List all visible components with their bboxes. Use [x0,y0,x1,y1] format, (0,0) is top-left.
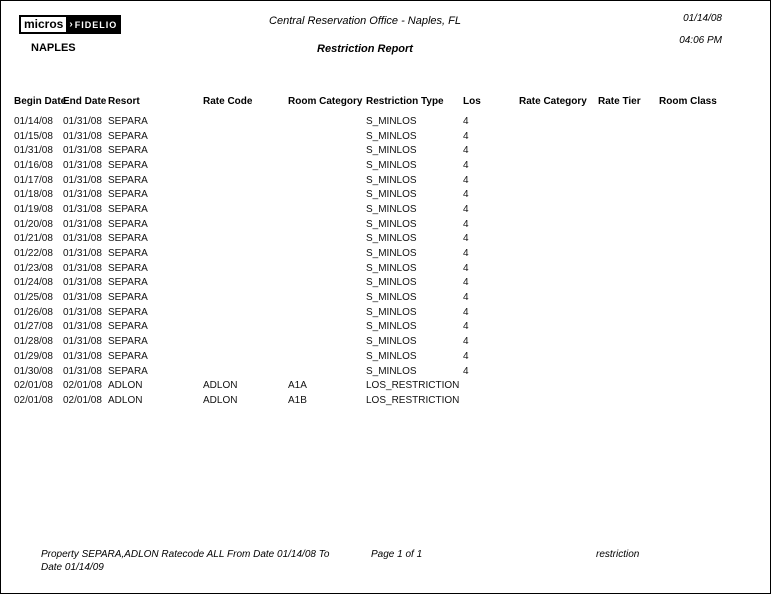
table-cell: 4 [463,262,469,274]
table-cell: 01/31/08 [63,336,102,348]
table-cell: 4 [463,306,469,318]
table-cell: SEPARA [108,262,148,274]
table-cell: 01/31/08 [63,306,102,318]
table-cell: S_MINLOS [366,130,417,142]
table-row [14,364,759,379]
table-cell [519,305,598,320]
table-cell: 01/31/08 [63,189,102,201]
table-cell: SEPARA [108,365,148,377]
table-cell: ADLON [203,380,238,392]
table-cell [519,217,598,232]
table-cell: SEPARA [108,159,148,171]
table-cell [659,129,759,144]
table-row [14,290,759,305]
report-file-name: restriction [596,549,640,560]
table-cell [598,349,659,364]
table-cell [288,114,366,129]
office-title: Central Reservation Office - Naples, FL [269,15,461,27]
table-cell [288,320,366,335]
table-cell [203,217,288,232]
table-cell [659,261,759,276]
table-cell [288,217,366,232]
table-cell [598,187,659,202]
table-cell [288,173,366,188]
table-cell: 01/20/08 [14,218,53,230]
table-row [14,232,759,247]
table-cell: SEPARA [108,350,148,362]
table-cell: SEPARA [108,203,148,215]
table-cell: 4 [463,336,469,348]
table-cell: 4 [463,350,469,362]
table-cell [598,290,659,305]
table-cell: 4 [463,218,469,230]
table-cell: A1B [288,394,307,406]
table-cell [598,364,659,379]
column-header: Rate Code [203,96,253,107]
table-row [14,143,759,158]
table-cell [203,334,288,349]
table-row [14,393,759,408]
column-header: Room Class [659,96,717,107]
table-cell [288,246,366,261]
table-cell [288,349,366,364]
table-cell: SEPARA [108,321,148,333]
table-cell [203,158,288,173]
logo-micros-text: micros [19,15,68,34]
table-cell [519,158,598,173]
table-cell: ADLON [203,394,238,406]
restriction-table [14,96,759,408]
table-cell: 01/19/08 [14,203,53,215]
table-cell [659,364,759,379]
table-cell: 01/31/08 [63,292,102,304]
table-cell [288,187,366,202]
table-cell [203,187,288,202]
table-cell [598,393,659,408]
table-row [14,276,759,291]
table-row [14,334,759,349]
column-header: End Date [63,96,107,107]
table-cell: SEPARA [108,336,148,348]
table-cell [519,246,598,261]
table-cell [659,393,759,408]
table-cell [598,129,659,144]
table-cell: 4 [463,159,469,171]
table-cell: S_MINLOS [366,189,417,201]
table-cell: S_MINLOS [366,336,417,348]
table-cell [203,305,288,320]
table-cell [659,276,759,291]
table-cell: 4 [463,233,469,245]
table-cell: SEPARA [108,306,148,318]
table-cell: SEPARA [108,277,148,289]
table-cell [203,173,288,188]
table-cell [598,232,659,247]
table-cell: S_MINLOS [366,233,417,245]
table-cell [598,202,659,217]
table-cell: 01/31/08 [63,130,102,142]
table-cell [519,143,598,158]
table-cell [288,158,366,173]
table-row [14,158,759,173]
column-header: Los [463,96,481,107]
table-cell [203,232,288,247]
table-cell [463,378,519,393]
report-title: Restriction Report [317,43,413,55]
table-cell: LOS_RESTRICTION [366,380,460,392]
table-cell [519,290,598,305]
table-cell [598,114,659,129]
table-cell: 4 [463,174,469,186]
table-row [14,305,759,320]
table-cell [598,143,659,158]
table-cell: S_MINLOS [366,203,417,215]
restriction-table-body [14,114,759,408]
table-cell [519,187,598,202]
table-cell [519,232,598,247]
table-row [14,187,759,202]
table-cell [519,173,598,188]
table-cell: 4 [463,130,469,142]
table-cell: 01/31/08 [63,159,102,171]
column-header: Restriction Type [366,96,444,107]
table-cell: S_MINLOS [366,159,417,171]
table-cell: 01/31/08 [63,262,102,274]
table-cell [203,290,288,305]
table-cell: 01/30/08 [14,365,53,377]
table-cell [288,276,366,291]
table-cell: SEPARA [108,145,148,157]
table-cell: SEPARA [108,189,148,201]
table-cell: S_MINLOS [366,365,417,377]
table-cell: S_MINLOS [366,321,417,333]
table-cell: ADLON [108,394,143,406]
table-cell: 01/31/08 [63,174,102,186]
table-cell: 01/25/08 [14,292,53,304]
table-cell: 4 [463,203,469,215]
table-cell: 4 [463,365,469,377]
table-cell: 01/27/08 [14,321,53,333]
table-cell [659,378,759,393]
table-cell [598,261,659,276]
table-cell: 4 [463,248,469,260]
table-cell [659,202,759,217]
table-row [14,217,759,232]
table-cell: 02/01/08 [63,394,102,406]
table-cell: 4 [463,277,469,289]
table-cell: S_MINLOS [366,277,417,289]
table-cell: 01/31/08 [63,365,102,377]
property-name: NAPLES [31,42,76,54]
table-cell [519,114,598,129]
table-cell: S_MINLOS [366,145,417,157]
table-cell: S_MINLOS [366,174,417,186]
table-cell: 01/23/08 [14,262,53,274]
table-cell: SEPARA [108,174,148,186]
table-cell [659,187,759,202]
table-cell: 4 [463,115,469,127]
table-row [14,173,759,188]
table-cell [659,217,759,232]
table-cell [203,276,288,291]
table-cell [203,114,288,129]
table-cell [203,261,288,276]
table-row [14,349,759,364]
table-cell [288,334,366,349]
table-cell [288,129,366,144]
table-cell [203,349,288,364]
table-cell [659,173,759,188]
table-cell [519,202,598,217]
column-header: Rate Category [519,96,587,107]
table-cell [598,173,659,188]
table-cell: 01/18/08 [14,189,53,201]
table-cell: 01/31/08 [63,218,102,230]
table-cell: LOS_RESTRICTION [366,394,460,406]
table-cell: 01/29/08 [14,350,53,362]
table-cell [203,320,288,335]
table-cell: S_MINLOS [366,218,417,230]
table-cell: 01/26/08 [14,306,53,318]
table-cell [659,114,759,129]
table-row [14,114,759,129]
table-cell [659,143,759,158]
table-cell: SEPARA [108,292,148,304]
table-cell [659,158,759,173]
table-cell [519,393,598,408]
column-header: Resort [108,96,140,107]
table-cell [288,202,366,217]
table-cell: 02/01/08 [14,380,53,392]
table-cell [203,143,288,158]
table-cell [203,202,288,217]
table-cell [519,334,598,349]
table-cell: 01/15/08 [14,130,53,142]
table-cell [203,246,288,261]
table-cell: 01/31/08 [63,248,102,260]
table-cell: 02/01/08 [14,394,53,406]
table-cell [659,349,759,364]
table-row [14,202,759,217]
column-header: Begin Date [14,96,67,107]
table-cell: S_MINLOS [366,248,417,260]
table-cell: 01/31/08 [14,145,53,157]
table-cell: A1A [288,380,307,392]
page-number: Page 1 of 1 [371,549,423,560]
table-cell [203,364,288,379]
table-cell: 4 [463,189,469,201]
table-cell: 01/31/08 [63,233,102,245]
table-cell: 01/14/08 [14,115,53,127]
column-header: Room Category [288,96,363,107]
table-cell: 01/24/08 [14,277,53,289]
table-cell [288,261,366,276]
column-header: Rate Tier [598,96,641,107]
table-cell [598,320,659,335]
footer-criteria [41,548,371,574]
table-cell: 01/31/08 [63,321,102,333]
table-cell [659,334,759,349]
logo-arrow-icon: › [69,19,74,30]
table-cell [519,129,598,144]
table-cell [288,364,366,379]
table-cell [519,261,598,276]
table-cell [519,378,598,393]
table-cell: S_MINLOS [366,262,417,274]
table-row [14,320,759,335]
table-cell [598,158,659,173]
run-time: 04:06 PM [679,35,722,46]
table-cell: 4 [463,321,469,333]
table-cell: 01/31/08 [63,277,102,289]
table-cell: 01/16/08 [14,159,53,171]
table-cell: SEPARA [108,218,148,230]
table-cell: S_MINLOS [366,115,417,127]
table-cell [598,217,659,232]
table-cell [598,305,659,320]
table-cell [598,378,659,393]
footer-criteria-line2: Date 01/14/09 [41,562,104,573]
table-cell [288,290,366,305]
table-cell: S_MINLOS [366,306,417,318]
table-row [14,246,759,261]
table-cell [203,129,288,144]
table-cell: 01/28/08 [14,336,53,348]
table-cell: 01/31/08 [63,350,102,362]
table-cell: ADLON [108,380,143,392]
table-cell: 01/31/08 [63,115,102,127]
table-cell [598,276,659,291]
table-cell: SEPARA [108,115,148,127]
table-cell: 01/31/08 [63,145,102,157]
table-cell: SEPARA [108,233,148,245]
footer-criteria-line1: Property SEPARA,ADLON Ratecode ALL From Date 01/14/08 To [41,549,330,560]
table-cell [659,232,759,247]
table-cell: 02/01/08 [63,380,102,392]
run-date: 01/14/08 [683,13,722,24]
table-cell [598,334,659,349]
table-cell: SEPARA [108,248,148,260]
table-cell: 4 [463,145,469,157]
table-row [14,261,759,276]
table-cell: S_MINLOS [366,292,417,304]
table-row [14,378,759,393]
table-cell [288,143,366,158]
table-cell [519,349,598,364]
table-cell [519,320,598,335]
table-cell [288,305,366,320]
table-cell: 01/22/08 [14,248,53,260]
logo-fidelio-text: FIDELIO [74,19,118,30]
table-cell [598,246,659,261]
table-cell [519,364,598,379]
table-cell: 01/21/08 [14,233,53,245]
table-row [14,129,759,144]
table-cell: 01/31/08 [63,203,102,215]
table-header-row [14,96,759,114]
table-cell [659,305,759,320]
table-cell [519,276,598,291]
table-cell: 4 [463,292,469,304]
table-cell [463,393,519,408]
table-cell [659,320,759,335]
table-cell [288,232,366,247]
table-cell: S_MINLOS [366,350,417,362]
table-cell [659,246,759,261]
table-cell: 01/17/08 [14,174,53,186]
table-cell [659,290,759,305]
table-cell: SEPARA [108,130,148,142]
